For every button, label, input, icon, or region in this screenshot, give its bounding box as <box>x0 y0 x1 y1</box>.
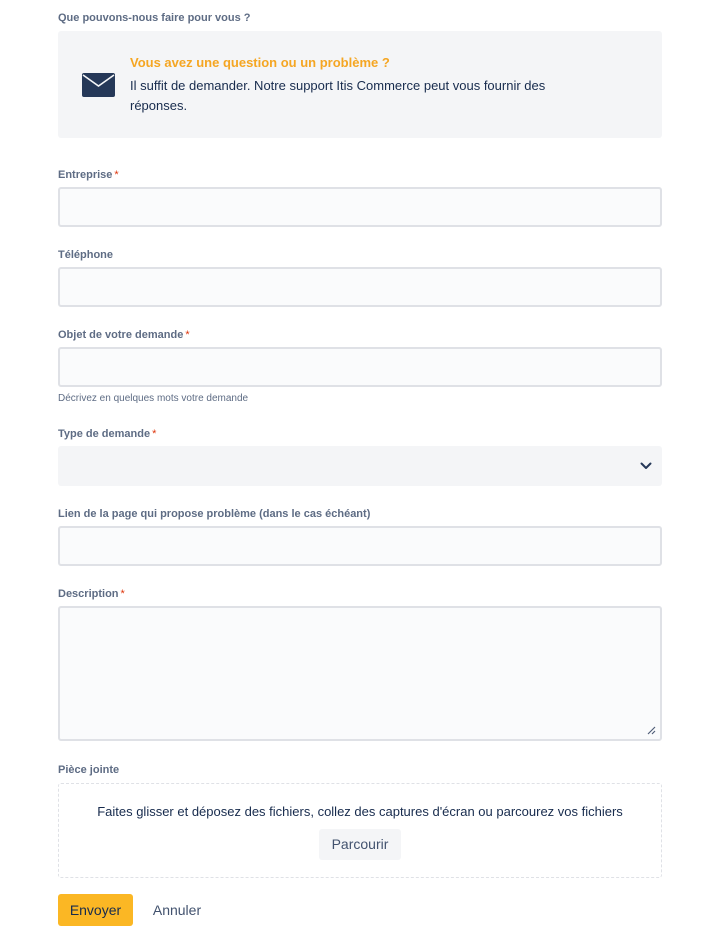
phone-label: Téléphone <box>58 249 114 261</box>
subject-label-text: Objet de votre demande <box>58 329 184 341</box>
description-textarea[interactable] <box>58 606 662 741</box>
page-link-input[interactable] <box>58 526 662 566</box>
description-label <box>58 588 125 600</box>
description-label-text: Description <box>58 588 119 600</box>
required-marker: * <box>152 428 157 440</box>
info-heading: Vous avez une question ou un problème ? <box>130 55 390 70</box>
request-type-label-text: Type de demande <box>58 428 151 440</box>
request-type-select[interactable] <box>58 446 662 486</box>
attachment-dropzone[interactable] <box>58 783 662 878</box>
submit-button[interactable]: Envoyer <box>58 894 133 926</box>
phone-input[interactable] <box>58 267 662 307</box>
chevron-down-icon <box>640 460 652 472</box>
dropzone-text: Faites glisser et déposez des fichiers, collez des captures d'écran ou parcourez vos fichiers <box>97 804 623 819</box>
resize-handle-icon[interactable] <box>647 726 656 735</box>
company-input[interactable] <box>58 187 662 227</box>
company-label <box>58 169 119 181</box>
form-intro-question: Que pouvons-nous faire pour vous ? <box>58 12 251 24</box>
request-type-label <box>58 428 156 440</box>
required-marker: * <box>185 329 190 341</box>
browse-button[interactable]: Parcourir <box>319 829 401 860</box>
company-label-text: Entreprise <box>58 169 113 181</box>
mail-icon <box>82 73 115 97</box>
page-link-label: Lien de la page qui propose problème (dans le cas échéant) <box>58 508 371 520</box>
subject-label <box>58 329 190 341</box>
required-marker: * <box>120 588 125 600</box>
description-field-wrapper <box>58 606 662 741</box>
attachment-label: Pièce jointe <box>58 764 120 776</box>
subject-helper-text: Décrivez en quelques mots votre demande <box>58 393 249 404</box>
cancel-button[interactable]: Annuler <box>152 902 202 918</box>
required-marker: * <box>114 169 119 181</box>
info-body: Il suffit de demander. Notre support Itis Commerce peut vous fournir des réponses. <box>130 78 546 113</box>
subject-input[interactable] <box>58 347 662 387</box>
